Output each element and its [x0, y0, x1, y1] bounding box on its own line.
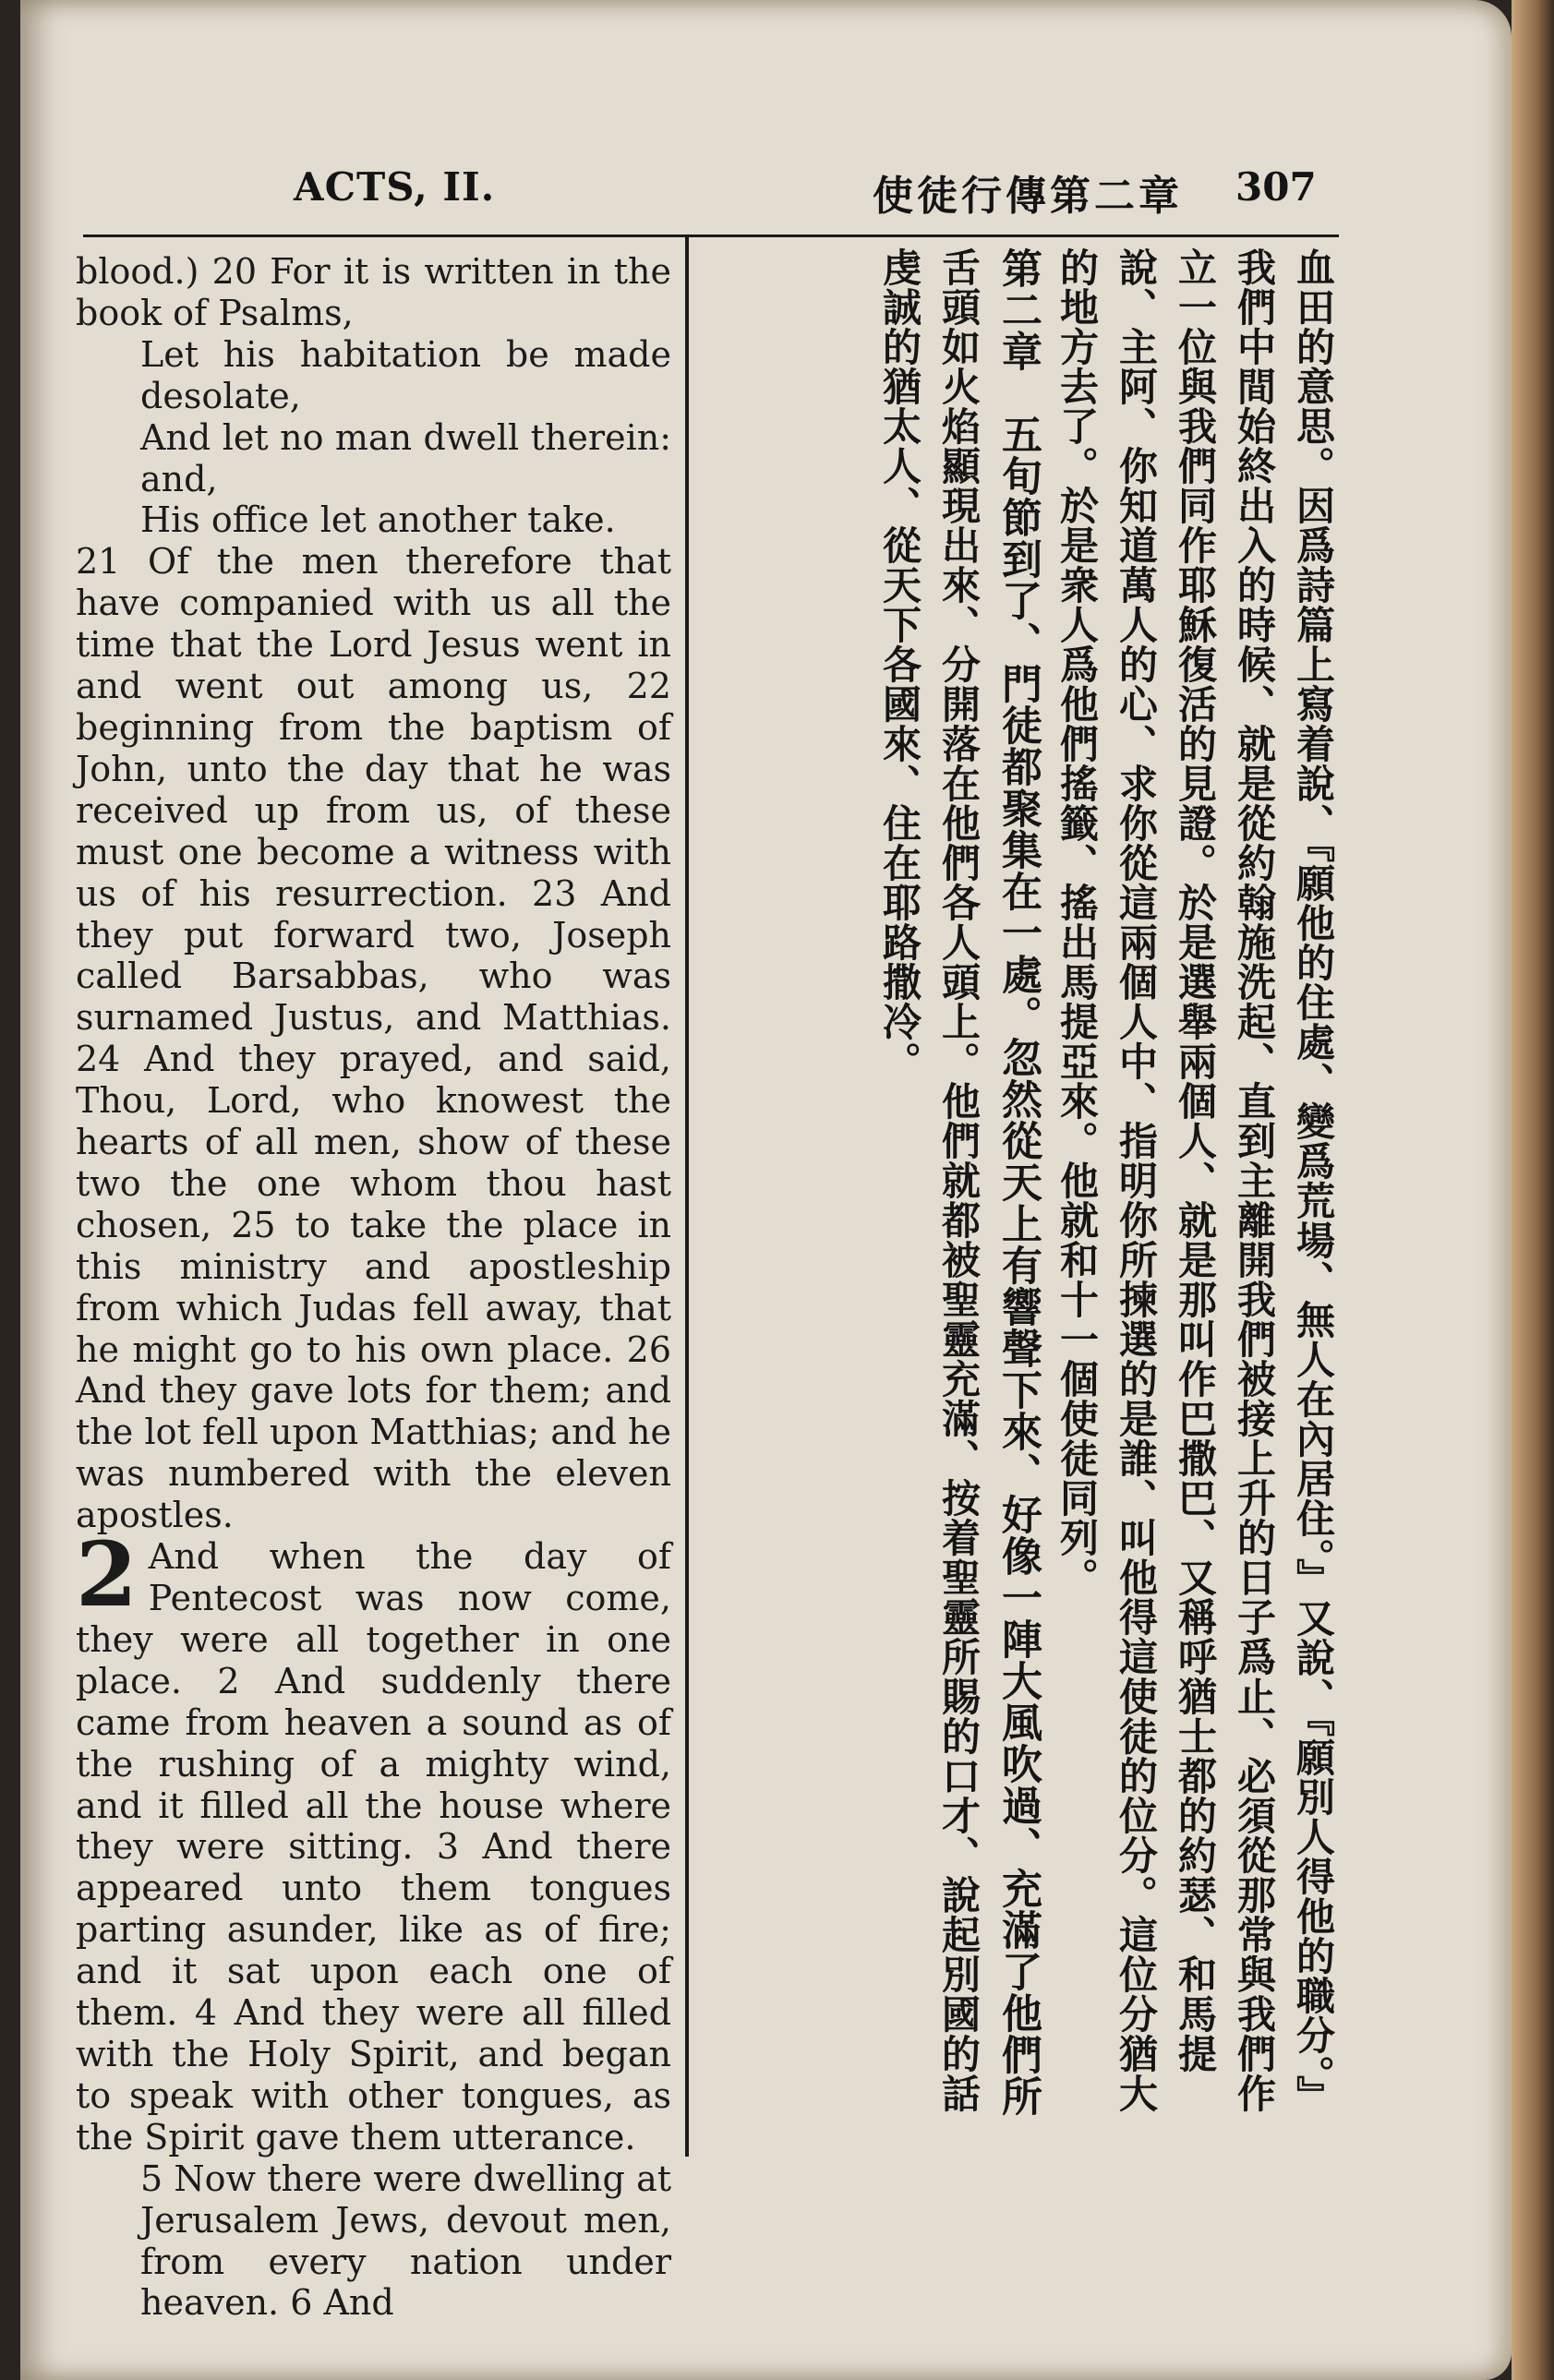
page-edge	[1512, 0, 1554, 2380]
chinese-line-4: 說、主阿、你知道萬人的心、求你從這兩個人中、指明你所揀選的是誰、叫他得這使徒的位分。這位分猶大	[1114, 247, 1159, 2113]
english-column	[76, 251, 671, 2324]
column-divider	[685, 236, 689, 2157]
chapter-number: 2	[76, 1522, 138, 1628]
english-verse-line-1: Let his habitation be made desolate,	[140, 333, 671, 416]
chapter-two-text: And when the day of Pentecost was now come, they were all together in one place. 2 And suddenly there came from heaven a sound as of the rushing of a mighty wind, and it filled all the house where they were sitting. 3 And there appeared unto them tongues parting asunder, like as of fire; and it sat upon each one of them. 4 And they were all filled with the Holy Spirit, and began to speak with other tongues, as the Spirit gave them utterance.	[76, 1536, 671, 2158]
english-verse-line-3: His office let another take.	[140, 499, 616, 541]
header-title-english: ACTS, II.	[294, 164, 496, 210]
english-paragraph-final: 5 Now there were dwelling at Jerusalem Jews, devout men, from every nation under heaven. 6 And	[140, 2158, 671, 2324]
chinese-line-5: 的地方去了。於是衆人爲他們搖籤、搖出馬提亞來。他就和十一個使徒同列。	[1054, 247, 1100, 1597]
chinese-line-6: 第二章 五旬節到了、門徒都聚集在一處。忽然從天上有響聲下來、好像一陣大風吹過、充滿了他們所	[994, 247, 1042, 2117]
english-verse-line-2: And let no man dwell therein: and,	[140, 416, 671, 499]
page-number: 307	[1235, 164, 1317, 210]
header-title-chinese: 使徒行傳第二章	[873, 173, 1183, 220]
chinese-line-8: 虔誠的猶太人、從天下各國來、住在耶路撒冷。	[877, 247, 922, 1081]
chinese-line-1: 血田的意思。因爲詩篇上寫着說、『願他的住處、變爲荒場、無人在內居住。』又說、『願別人得他的職分。』	[1291, 247, 1336, 2115]
chinese-column	[702, 247, 1339, 2158]
chinese-line-3: 立一位與我們同作耶穌復活的見證。於是選舉兩個人、就是那叫作巴撒巴、又稱呼猶士都的約瑟、和馬提	[1173, 247, 1218, 2073]
chinese-line-7: 舌頭如火焰顯現出來、分開落在他們各人頭上。他們就都被聖靈充滿、按着聖靈所賜的口才、說起別國的話	[936, 247, 982, 2113]
chinese-line-2: 我們中間始終出入的時候、就是從約翰施洗起、直到主離開我們被接上升的日子爲止、必須從那常與我們作	[1232, 247, 1277, 2113]
english-paragraph-2: 21 Of the men therefore that have companied with us all the time that the Lord Jesus went in and went out among us, 22 beginning from the baptism of John, unto the day that he was received up from us, of these must one become a witness with us of his resurrection. 23 And they put forward two, Joseph called Barsabbas, who was surnamed Justus, and Matthias. 24 And they prayed, and said, Thou, Lord, who knowest the hearts of all men, show of these two the one whom thou hast chosen, 25 to take the place in this ministry and apostleship from which Judas fell away, that he might go to his own place. 26 And they gave lots for them; and the lot fell upon Matthias; and he was numbered with the eleven apostles.	[76, 541, 671, 1536]
header-rule	[83, 234, 1339, 237]
chapter-two-start	[76, 1522, 671, 2158]
english-paragraph-1: blood.) 20 For it is written in the book of Psalms,	[76, 251, 671, 333]
